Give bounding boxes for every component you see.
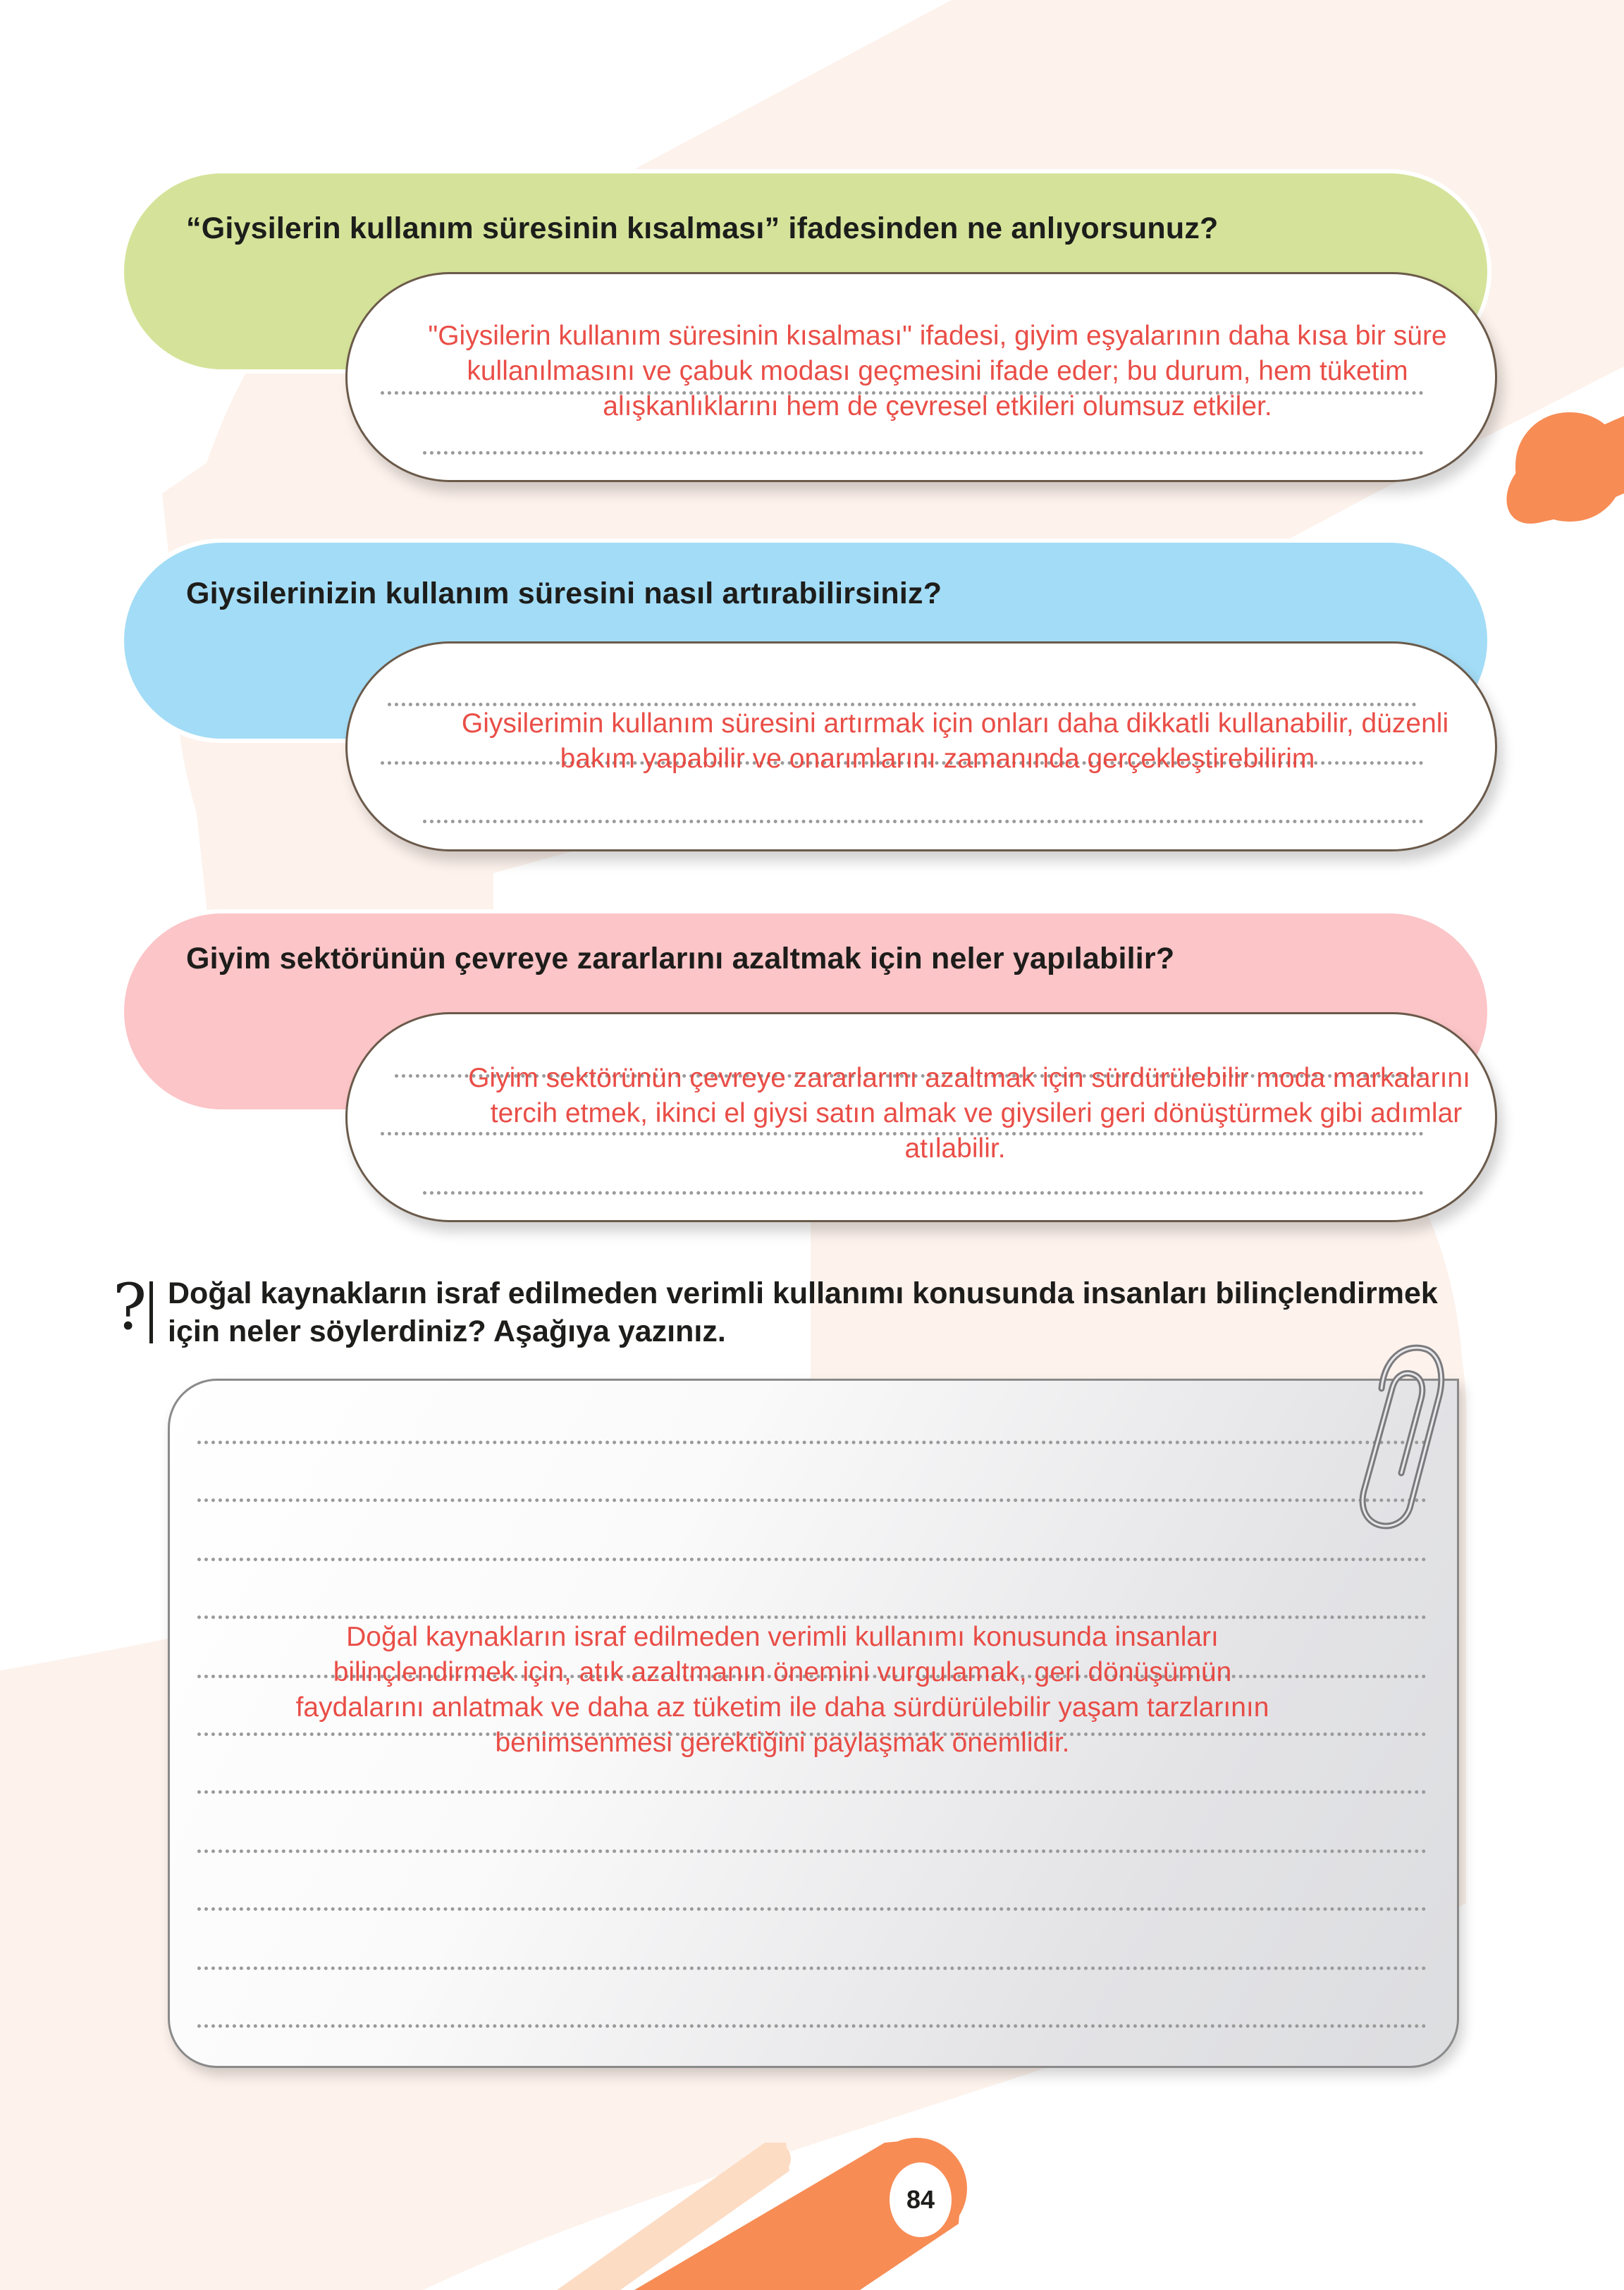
answer-2-line-1: Giysilerimin kullanım süresini artırmak için onları daha dikkatli kullanabilir, düzenli: [461, 708, 1449, 739]
paperclip-icon: [1353, 1339, 1445, 1529]
page-number: 84: [890, 2162, 952, 2237]
answer-1-line-3: alışkanlıklarını hem de çevresel etkileri olumsuz etkiler.: [603, 391, 1272, 421]
answer-2-line-2: bakım yapabilir ve onarımlarını zamanında gerçekleştirebilirim: [560, 744, 1315, 774]
writing-answer-line-1: Doğal kaynakların israf edilmeden verimli kullanımı konusunda insanları: [346, 1622, 1219, 1652]
answer-3-line-1: Giyim sektörünün çevreye zararlarını azaltmak için sürdürülebilir moda markalarını: [468, 1063, 1470, 1093]
writing-task-prompt-line-2: için neler söylerdiniz? Aşağıya yazınız.: [168, 1315, 726, 1348]
question-2-title: Giysilerinizin kullanım süresini nasıl artırabilirsiniz?: [186, 577, 942, 610]
note-dotted-line-4: [197, 1615, 1427, 1619]
note-dotted-line-8: [197, 1849, 1427, 1853]
question-mark-divider: [149, 1281, 153, 1343]
answer-2-dotted-line-3: [423, 820, 1424, 823]
question-1-title: “Giysilerin kullanım süresinin kısalması” ifadesinden ne anlıyorsunuz?: [186, 211, 1219, 245]
answer-1-line-1: "Giysilerin kullanım süresinin kısalması" ifadesi, giyim eşyalarının daha kısa bir süre: [428, 321, 1447, 351]
writing-task-prompt: [168, 1274, 1438, 1350]
note-dotted-line-3: [197, 1558, 1427, 1561]
note-dotted-line-2: [197, 1498, 1427, 1502]
answer-2-text: [384, 706, 1491, 777]
writing-answer-line-2: bilinçlendirmek için, atık azaltmanın önemini vurgulamak, geri dönüşümün: [333, 1657, 1232, 1687]
answer-3-text: [395, 1061, 1515, 1166]
writing-task-prompt-line-1: Doğal kaynakların israf edilmeden verimli kullanımı konusunda insanları bilinçlendirmek: [168, 1276, 1438, 1310]
writing-answer-line-4: benimsenmesi gerektiğini paylaşmak önemlidir.: [495, 1728, 1070, 1758]
note-dotted-line-10: [197, 1966, 1427, 1970]
writing-task-answer: [211, 1620, 1353, 1761]
answer-1-text: [384, 319, 1491, 424]
note-dotted-line-7: [197, 1790, 1427, 1794]
question-mark-icon: ?: [113, 1270, 147, 1344]
note-dotted-line-1: [197, 1441, 1427, 1444]
note-dotted-line-11: [197, 2024, 1427, 2028]
answer-1-line-2: kullanılmasını ve çabuk modası geçmesini ifade eder; bu durum, hem tüketim: [467, 356, 1408, 386]
question-3-title: Giyim sektörünün çevreye zararlarını azaltmak için neler yapılabilir?: [186, 942, 1175, 975]
answer-3-dotted-line-3: [423, 1191, 1424, 1195]
answer-3-line-3: atılabilir.: [904, 1133, 1006, 1164]
answer-1-dotted-line-2: [423, 451, 1424, 455]
note-dotted-line-9: [197, 1907, 1427, 1911]
writing-answer-line-3: faydalarını anlatmak ve daha az tüketim ile daha sürdürülebilir yaşam tarzlarının: [295, 1692, 1269, 1723]
answer-3-line-2: tercih etmek, ikinci el giysi satın almak ve giysileri geri dönüştürmek gibi adımlar: [490, 1098, 1463, 1128]
